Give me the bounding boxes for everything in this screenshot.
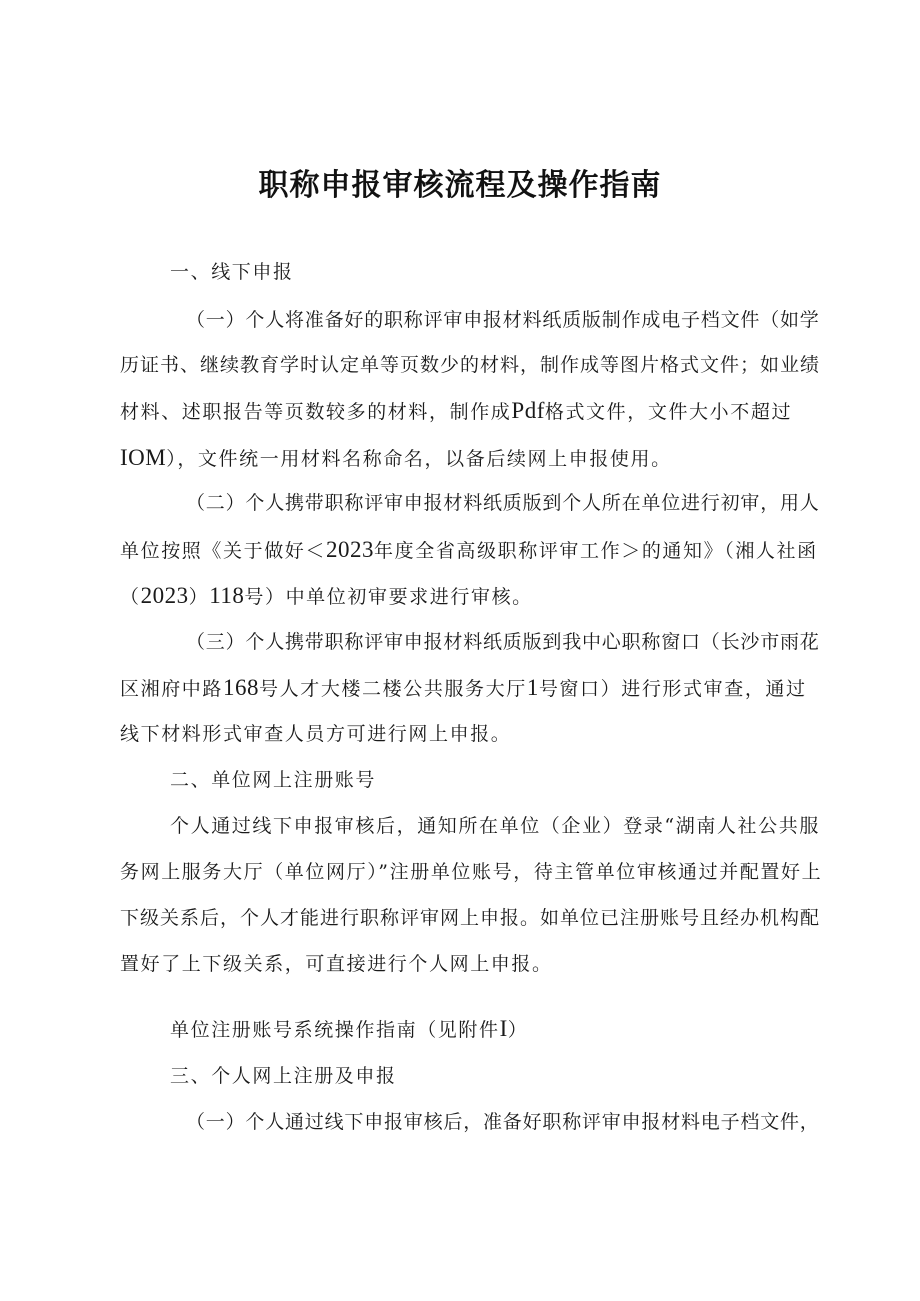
text-line: 区湘府中路168号人才大楼二楼公共服务大厅1号窗口）进行形式审查，通过 [120, 675, 807, 700]
text-line: 务网上服务大厅（单位网厅）”注册单位账号，待主管单位审核通过并配置好上 [120, 861, 823, 883]
text-line: 下级关系后，个人才能进行职称评审网上申报。如单位已注册账号且经办机构配 [120, 907, 821, 929]
text-line: 三、个人网上注册及申报 [170, 1065, 397, 1087]
text-line: （2023）118号）中单位初审要求进行审核。 [120, 583, 533, 608]
text-line: 一、线下申报 [170, 261, 294, 283]
text-line: 置好了上下级关系，可直接进行个人网上申报。 [120, 953, 553, 975]
text-line: 二、单位网上注册账号 [170, 769, 377, 791]
text-line: IOM），文件统一用材料名称命名，以备后续网上申报使用。 [120, 445, 672, 470]
text-line: 线下材料形式审查人员方可进行网上申报。 [120, 723, 512, 745]
text-line: 材料、述职报告等页数较多的材料，制作成Pdf格式文件，文件大小不超过 [120, 398, 793, 423]
document-title: 职称申报审核流程及操作指南 [258, 168, 662, 203]
text-line: 历证书、继续教育学时认定单等页数少的材料，制作成等图片格式文件；如业绩 [120, 354, 821, 376]
text-line: （一）个人通过线下申报审核后，准备好职称评审申报材料电子档文件， [186, 1111, 820, 1133]
text-line: 个人通过线下申报审核后，通知所在单位（企业）登录“湖南人社公共服 [170, 815, 820, 837]
text-line: （一）个人将准备好的职称评审申报材料纸质版制作成电子档文件（如学 [186, 309, 820, 331]
text-line: （二）个人携带职称评审申报材料纸质版到个人所在单位进行初审，用人 [186, 492, 820, 514]
text-line: （三）个人携带职称评审申报材料纸质版到我中心职称窗口（长沙市雨花 [186, 631, 820, 653]
text-line: 单位注册账号系统操作指南（见附件I） [170, 1016, 529, 1041]
text-line: 单位按照《关于做好＜2023年度全省高级职称评审工作＞的通知》（湘人社函 [120, 537, 818, 562]
